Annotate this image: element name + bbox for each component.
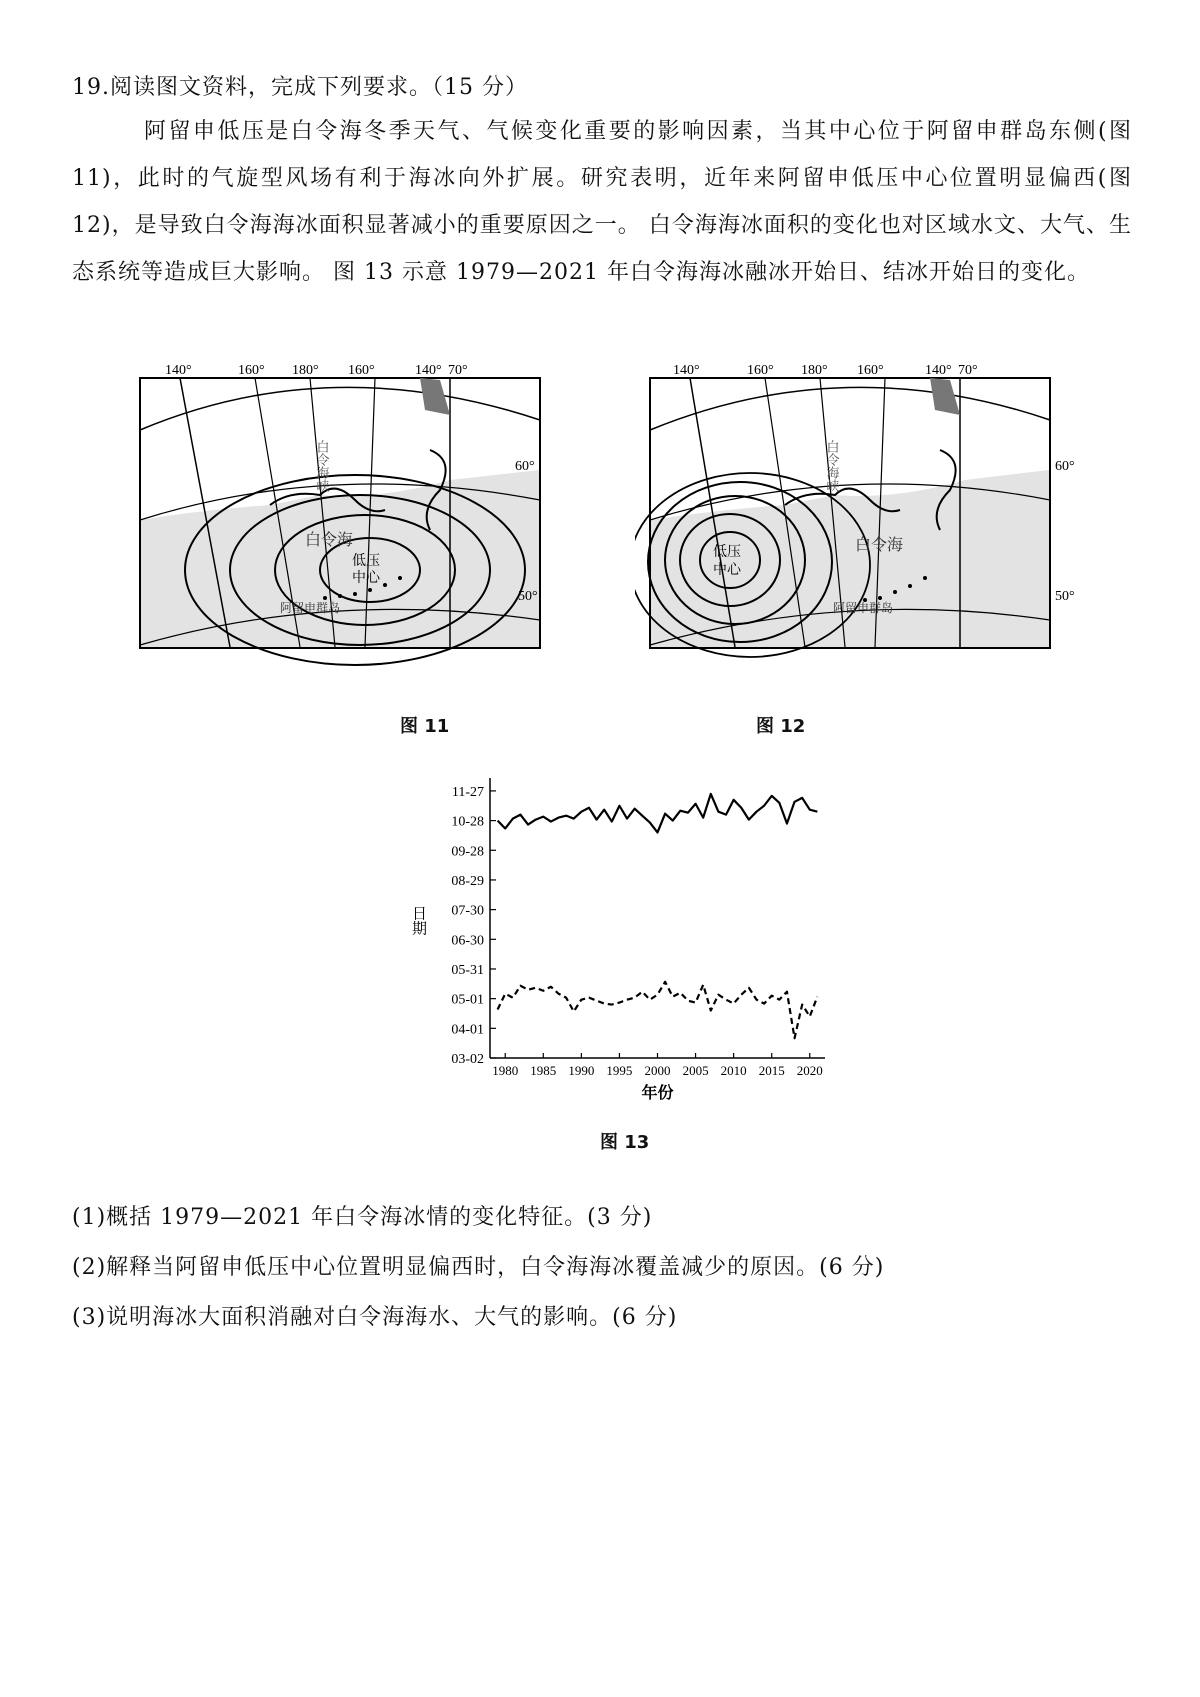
y-tick-label: 08-29 bbox=[451, 873, 484, 889]
y-tick-label: 03-02 bbox=[451, 1052, 484, 1067]
y-tick-label: 05-31 bbox=[451, 962, 484, 978]
low-center-label: 低压 bbox=[713, 545, 741, 560]
x-tick-label: 1990 bbox=[568, 1063, 595, 1078]
question-title: 19.阅读图文资料，完成下列要求。（15 分） bbox=[72, 75, 528, 100]
lat-label: 60° bbox=[515, 459, 535, 474]
figure-12-caption: 图 12 bbox=[756, 716, 806, 737]
low-center-label: 低压 bbox=[352, 554, 380, 569]
x-tick-label: 2010 bbox=[720, 1063, 747, 1078]
subquestion-1: (1)概括 1979—2021 年白令海冰情的变化特征。(3 分) bbox=[72, 1205, 653, 1230]
bering-strait-label: 白令海峡 bbox=[824, 440, 840, 492]
y-tick-label: 10-28 bbox=[451, 814, 484, 830]
figure-11-caption: 图 11 bbox=[400, 716, 450, 737]
low-center-label: 中心 bbox=[352, 571, 380, 586]
lon-label: 140° bbox=[673, 363, 700, 378]
lon-label: 180° bbox=[292, 363, 319, 378]
lon-label: 160° bbox=[238, 363, 265, 378]
y-tick-label: 11-27 bbox=[451, 784, 484, 800]
line-chart-figure-13 bbox=[385, 768, 845, 1118]
x-tick-label: 2000 bbox=[644, 1063, 671, 1078]
subquestion-3: (3)说明海冰大面积消融对白令海海水、大气的影响。(6 分) bbox=[72, 1305, 678, 1330]
aleutian-label: 阿留申群岛 bbox=[833, 601, 894, 615]
question-paragraph: 阿留申低压是白令海冬季天气、气候变化重要的影响因素，当其中心位于阿留申群岛东侧(图 11)，此时的气旋型风场有利于海冰向外扩展。研究表明，近年来阿留申低压中心位置明显偏西(图 12)，是导致白令海海冰面积显著减小的重要原因之一。 白令海海冰面积的变化也对区域水文、大气、生态系统等造成巨大影响。 图 13 示意 1979—2021 年白令海海冰融冰开始日、结冰开始日的变化。 bbox=[72, 119, 1132, 285]
bering-strait-label: 白令海峡 bbox=[314, 440, 330, 492]
y-tick-label: 05-01 bbox=[451, 992, 484, 1008]
lon-label: 160° bbox=[857, 363, 884, 378]
y-tick-label: 07-30 bbox=[451, 903, 484, 919]
lon-label: 140° bbox=[925, 363, 952, 378]
lat-label: 70° bbox=[448, 363, 468, 378]
lon-label: 140° bbox=[415, 363, 442, 378]
bering-sea-label: 白令海 bbox=[855, 537, 904, 554]
lon-label: 180° bbox=[801, 363, 828, 378]
map-figure-12 bbox=[635, 360, 1085, 670]
low-center-label: 中心 bbox=[713, 563, 741, 578]
freeze-onset-series-line bbox=[498, 794, 818, 833]
y-tick-label: 04-01 bbox=[451, 1022, 484, 1038]
lat-label: 50° bbox=[1055, 589, 1075, 604]
lat-label: 60° bbox=[1055, 459, 1075, 474]
x-tick-label: 2020 bbox=[796, 1063, 823, 1078]
bering-sea-label: 白令海 bbox=[305, 532, 354, 549]
x-tick-label: 2015 bbox=[758, 1063, 785, 1078]
lon-label: 160° bbox=[747, 363, 774, 378]
y-tick-label: 06-30 bbox=[451, 933, 484, 949]
map-figure-11 bbox=[120, 360, 570, 670]
y-axis-label: 日期 bbox=[410, 905, 426, 936]
subquestion-2: (2)解释当阿留申低压中心位置明显偏西时，白令海海冰覆盖减少的原因。(6 分) bbox=[72, 1255, 885, 1280]
y-tick-label: 09-28 bbox=[451, 844, 484, 860]
lon-label: 140° bbox=[165, 363, 192, 378]
lat-label: 50° bbox=[518, 589, 538, 604]
melt-onset-series-line bbox=[498, 982, 818, 1038]
figure-13-caption: 图 13 bbox=[600, 1132, 650, 1153]
lon-label: 160° bbox=[348, 363, 375, 378]
x-tick-label: 1980 bbox=[492, 1063, 519, 1078]
x-tick-label: 1995 bbox=[606, 1063, 633, 1078]
lat-label: 70° bbox=[958, 363, 978, 378]
x-tick-label: 1985 bbox=[530, 1063, 557, 1078]
aleutian-label: 阿留申群岛 bbox=[280, 601, 341, 615]
x-tick-label: 2005 bbox=[682, 1063, 709, 1078]
x-axis-label: 年份 bbox=[641, 1085, 674, 1102]
